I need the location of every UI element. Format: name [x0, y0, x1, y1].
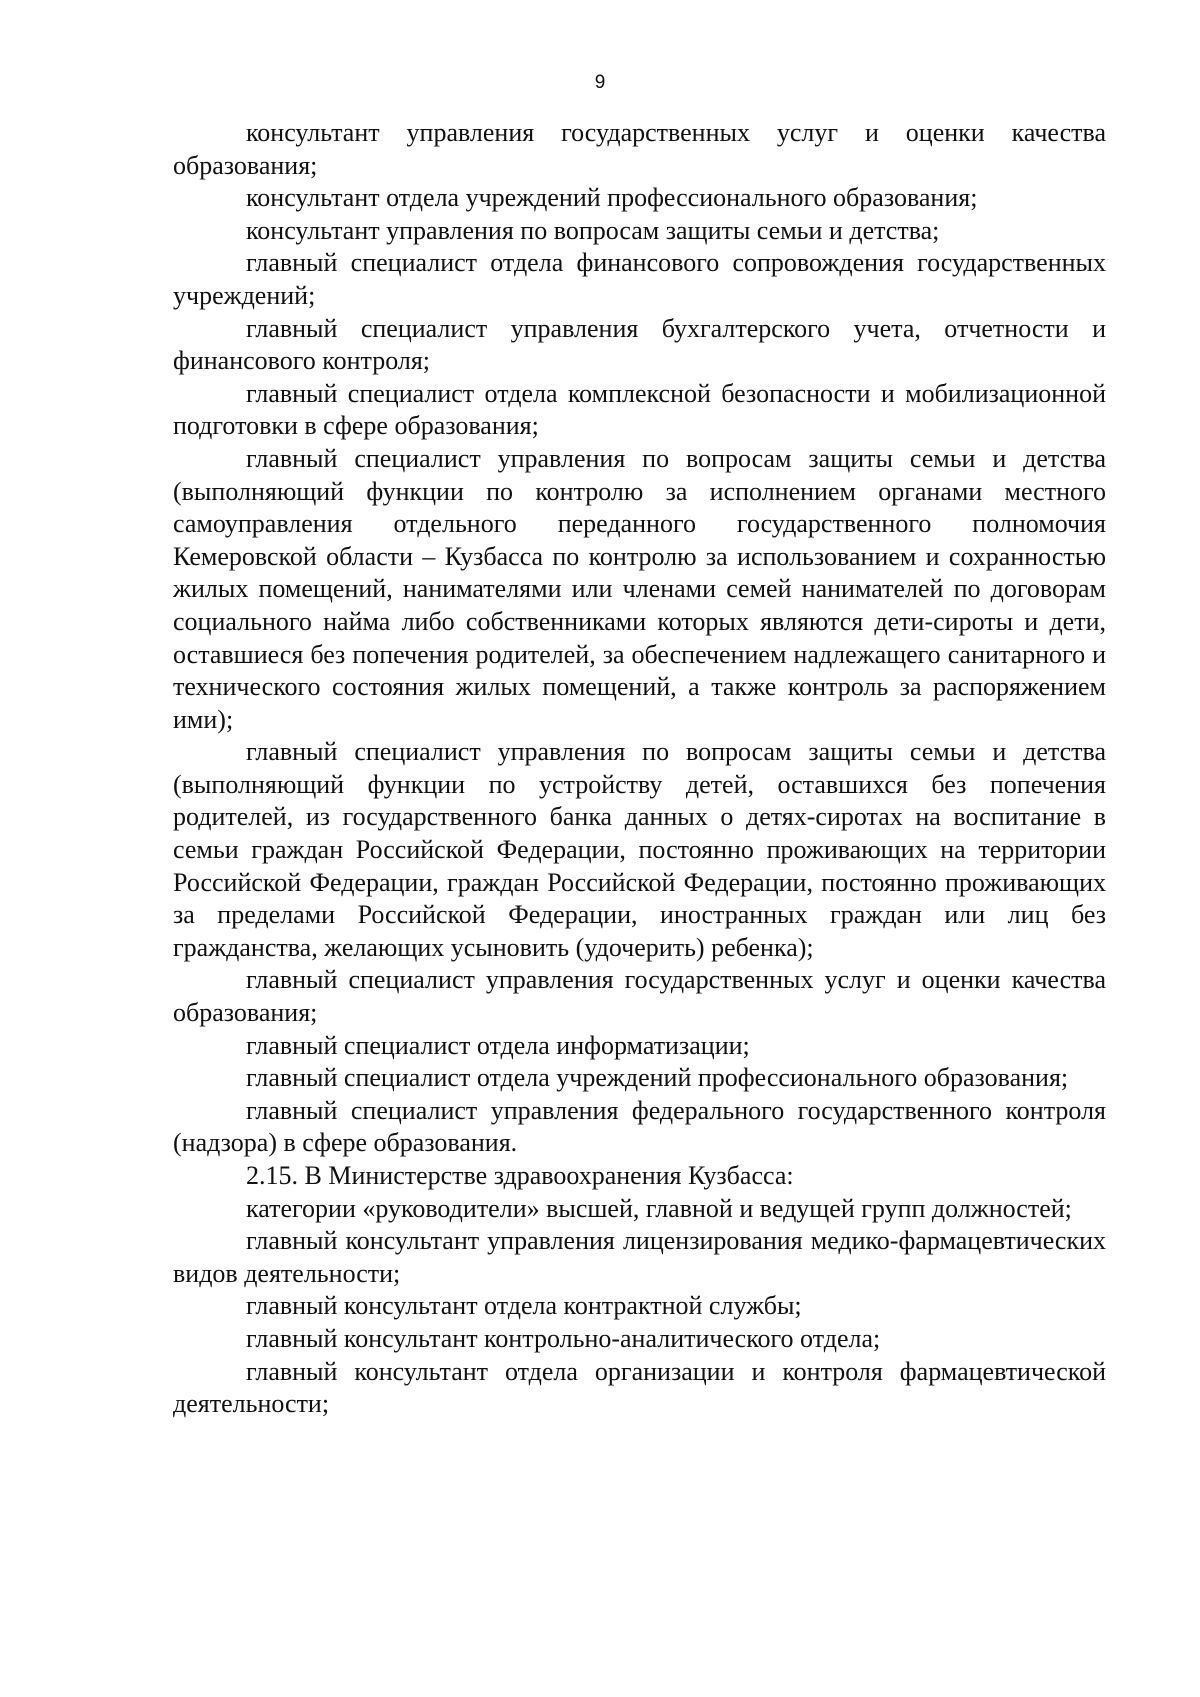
- paragraph: главный консультант управления лицензирования медико-фармацевтических видов деятельности;: [173, 1226, 1106, 1288]
- paragraph: главный консультант отдела контрактной службы;: [246, 1291, 802, 1321]
- paragraph: главный специалист управления бухгалтерского учета, отчетности и финансового контроля;: [173, 313, 1106, 376]
- paragraph: консультант управления государственных услуг и оценки качества образования;: [173, 118, 1106, 180]
- page-number: 9: [594, 72, 606, 93]
- paragraph: консультант управления по вопросам защиты семьи и детства;: [246, 215, 940, 245]
- paragraph: главный специалист управления государственных услуг и оценки качества образования;: [173, 965, 1106, 1028]
- paragraph: главный специалист отдела информатизации;: [246, 1030, 750, 1060]
- paragraph: консультант отдела учреждений профессионального образования;: [246, 183, 978, 213]
- paragraph: главный специалист отдела финансового сопровождения государственных учреждений;: [173, 248, 1106, 310]
- paragraph: главный консультант контрольно-аналитического отдела;: [246, 1323, 881, 1353]
- paragraph: категории «руководители» высшей, главной и ведущей групп должностей;: [246, 1193, 1072, 1223]
- paragraph: главный специалист управления по вопросам защиты семьи и детства (выполняющий функции по контролю за исполнением органами местного самоуправления отдельного переданного государственного полномочия Кемеровской области – Кузбасса по контролю за использованием и сохранностью жилых помещений, нанимателями или членами семей нанимателей по договорам социального найма либо собственниками которых являются дети-сироты и дети, оставшиеся без попечения родителей, за обеспечением надлежащего санитарного и технического состояния жилых помещений, а также контроль за распоряжением ими);: [173, 443, 1106, 734]
- paragraph: главный специалист управления федерального государственного контроля (надзора) в сфере образования.: [173, 1095, 1106, 1158]
- paragraph: главный специалист отдела комплексной безопасности и мобилизационной подготовки в сфере образования;: [173, 378, 1106, 441]
- section-heading: 2.15. В Министерстве здравоохранения Кузбасса:: [246, 1161, 794, 1190]
- document-body: [173, 117, 1106, 1421]
- paragraph: главный консультант отдела организации и контроля фармацевтической деятельности;: [173, 1356, 1106, 1419]
- paragraph: главный специалист отдела учреждений профессионального образования;: [246, 1063, 1069, 1093]
- paragraph: главный специалист управления по вопросам защиты семьи и детства (выполняющий функции по устройству детей, оставшихся без попечения родителей, из государственного банка данных о детях-сиротах на воспитание в семьи граждан Российской Федерации, постоянно проживающих на территории Российской Федерации, граждан Российской Федерации, постоянно проживающих за пределами Российской Федерации, иностранных граждан или лиц без гражданства, желающих усыновить (удочерить) ребенка);: [173, 737, 1106, 962]
